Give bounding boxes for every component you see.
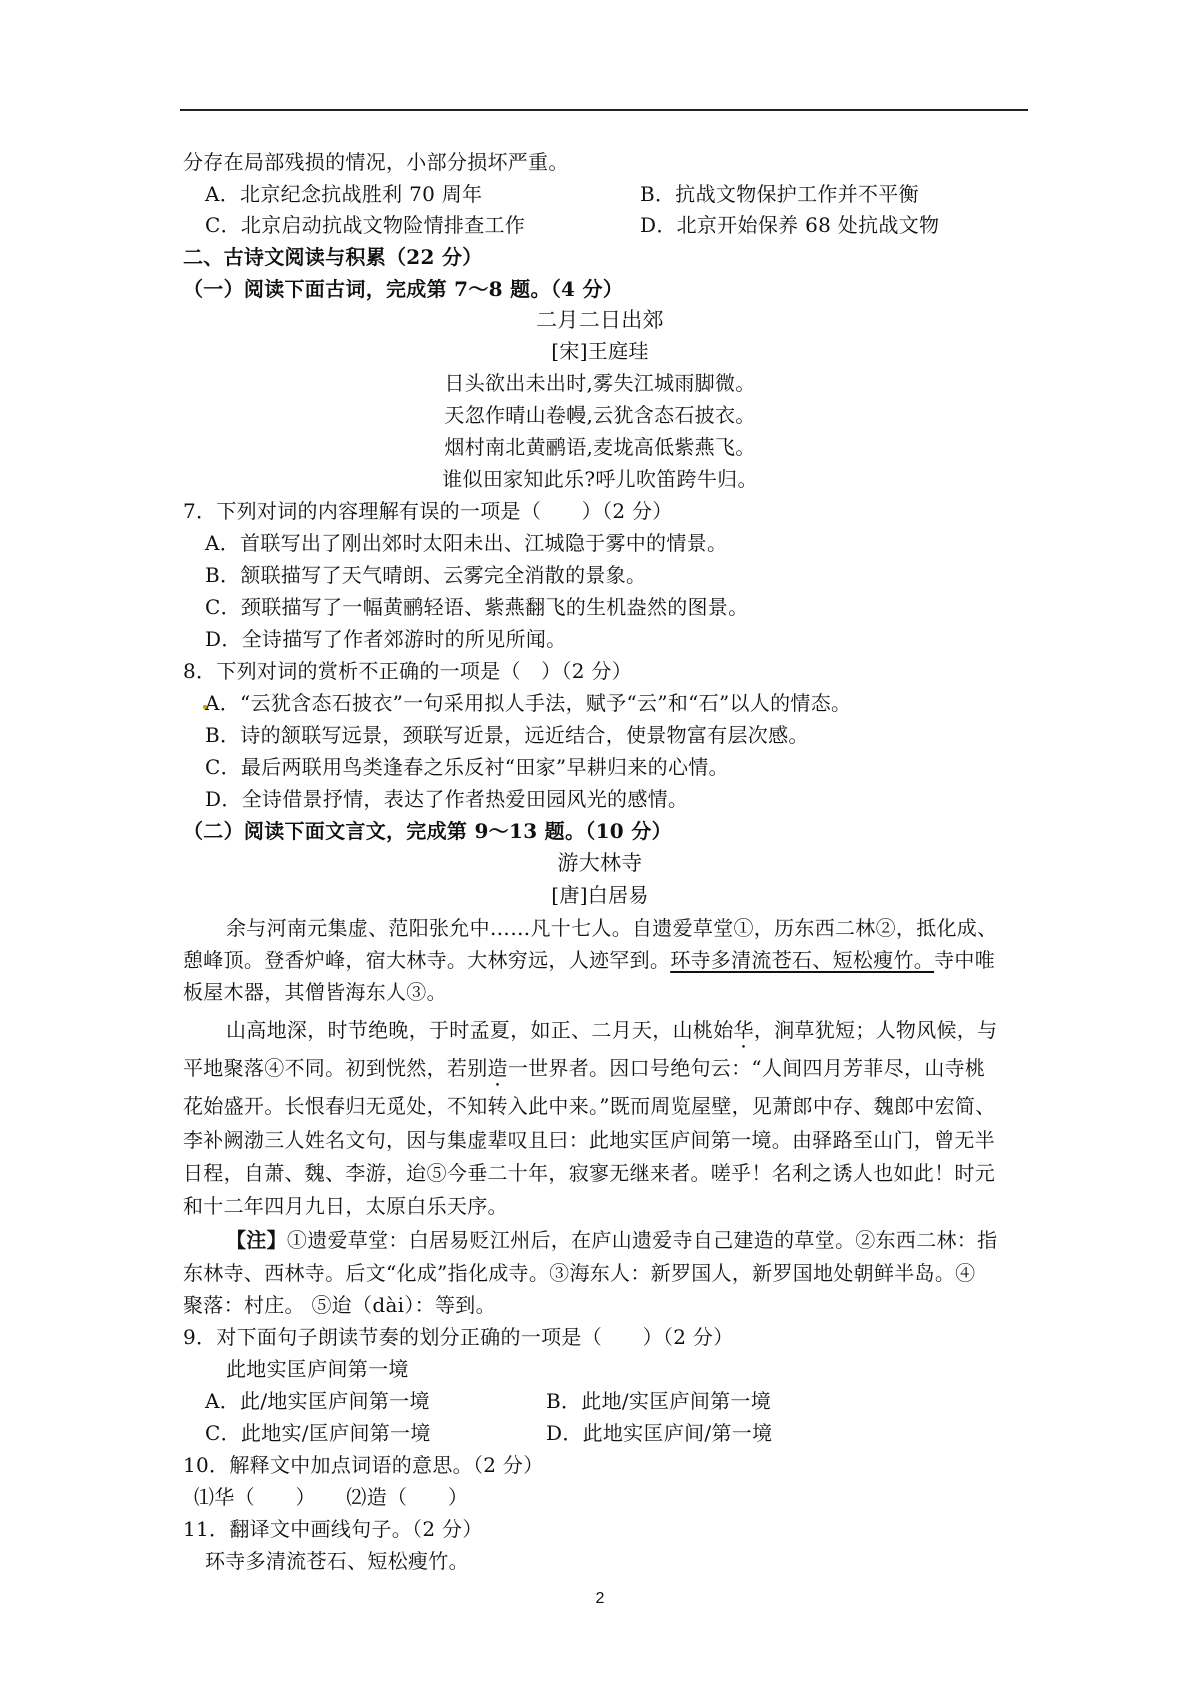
poem-author: [宋]王庭珪 xyxy=(551,339,649,363)
continued-line: 分存在局部残损的情况，小部分损坏严重。 xyxy=(183,150,569,174)
prose-line: 李补阙渤三人姓名文句，因与集虚辈叹且曰：此地实匡庐间第一境。由驿路至山门，曾无半 xyxy=(183,1128,995,1152)
prose-title: 游大林寺 xyxy=(557,851,643,875)
part2-heading: （二）阅读下面文言文，完成第 9～13 题。（10 分） xyxy=(183,819,672,843)
poem-line: 天忽作晴山卷幔,云犹含态石披衣。 xyxy=(444,403,756,427)
dotted-word-hua: 华 xyxy=(733,1018,754,1042)
q7-option-d: D．全诗描写了作者郊游时的所见所闻。 xyxy=(205,627,567,651)
prose-line: 板屋木器，其僧皆海东人③。 xyxy=(183,980,447,1004)
section-heading: 二、古诗文阅读与积累（22 分） xyxy=(183,245,483,269)
option-d: D．北京开始保养 68 处抗战文物 xyxy=(640,213,940,237)
poem-line: 日头欲出未出时,雾失江城雨脚微。 xyxy=(444,371,756,395)
question-9-stem: 9．对下面句子朗读节奏的划分正确的一项是（ ）（2 分） xyxy=(183,1325,734,1349)
note-line: 【注】①遗爱草堂：白居易贬江州后，在庐山遗爱寺自己建造的草堂。②东西二林：指 xyxy=(226,1228,998,1252)
question-11-stem: 11．翻译文中画线句子。（2 分） xyxy=(183,1517,483,1541)
question-7-stem: 7．下列对词的内容理解有误的一项是（ ）（2 分） xyxy=(183,499,673,523)
header-rule xyxy=(180,109,1028,111)
prose-line: 平地聚落④不同。初到恍然，若别造一世界者。因口号绝句云：“人间四月芳菲尽，山寺桃 xyxy=(183,1056,986,1080)
q8-option-c: C．最后两联用鸟类逢春之乐反衬“田家”早耕归来的心情。 xyxy=(205,755,729,779)
prose-line: 和十二年四月九日，太原白乐天序。 xyxy=(183,1194,508,1218)
prose-author: [唐]白居易 xyxy=(551,883,649,907)
q10-items: ⑴华（ ） ⑵造（ ） xyxy=(194,1485,469,1509)
poem-title: 二月二日出郊 xyxy=(536,308,664,332)
option-a: A．北京纪念抗战胜利 70 周年 xyxy=(205,182,483,206)
prose-line: 山高地深，时节绝晚，于时孟夏，如正、二月天，山桃始华，涧草犹短；人物风候，与 xyxy=(226,1018,998,1042)
prose-line: 花始盛开。长恨春归无觅处，不知转入此中来。”既而周览屋壁，见萧郎中存、魏郎中宏简、 xyxy=(183,1094,996,1118)
q8-option-b: B．诗的颔联写远景，颈联写近景，远近结合，使景物富有层次感。 xyxy=(205,723,809,747)
page-number: 2 xyxy=(595,1590,605,1607)
q7-option-a: A．首联写出了刚出郊时太阳未出、江城隐于雾中的情景。 xyxy=(205,531,728,555)
q9-sentence: 此地实匡庐间第一境 xyxy=(226,1357,409,1381)
q9-option-d: D．此地实匡庐间/第一境 xyxy=(546,1421,773,1445)
dotted-word-zao: 造 xyxy=(487,1056,508,1080)
poem-line: 谁似田家知此乐?呼儿吹笛跨牛归。 xyxy=(442,467,758,491)
option-c: C．北京启动抗战文物险情排查工作 xyxy=(205,213,526,237)
q11-sentence: 环寺多清流苍石、短松瘦竹。 xyxy=(205,1549,469,1573)
part1-heading: （一）阅读下面古词，完成第 7～8 题。（4 分） xyxy=(183,277,624,301)
q9-option-b: B．此地/实匡庐间第一境 xyxy=(546,1389,772,1413)
q8-option-a: A．“云犹含态石披衣”一句采用拟人手法，赋予“云”和“石”以人的情态。 xyxy=(205,691,852,715)
note-label: 【注】 xyxy=(226,1228,287,1252)
q9-option-a: A．此/地实匡庐间第一境 xyxy=(205,1389,430,1413)
note-line: 东林寺、西林寺。后文“化成”指化成寺。③海东人：新罗国人，新罗国地处朝鲜半岛。④ xyxy=(183,1261,976,1285)
prose-line: 憩峰顶。登香炉峰，宿大林寺。大林穷远，人迹罕到。环寺多清流苍石、短松瘦竹。寺中唯 xyxy=(183,948,996,972)
note-line: 聚落：村庄。 ⑤迨（dài）：等到。 xyxy=(183,1293,496,1317)
q9-option-c: C．此地实/匡庐间第一境 xyxy=(205,1421,431,1445)
question-8-stem: 8．下列对词的赏析不正确的一项是（ ）（2 分） xyxy=(183,659,633,683)
underlined-sentence: 环寺多清流苍石、短松瘦竹。 xyxy=(670,948,935,972)
option-b: B．抗战文物保护工作并不平衡 xyxy=(640,182,919,206)
question-10-stem: 10．解释文中加点词语的意思。（2 分） xyxy=(183,1453,544,1477)
q7-option-c: C．颈联描写了一幅黄鹂轻语、紫燕翻飞的生机盎然的图景。 xyxy=(205,595,749,619)
prose-line: 日程，自萧、魏、李游，迨⑤今垂二十年，寂寥无继来者。嗟乎！名利之诱人也如此！时元 xyxy=(183,1161,995,1185)
q7-option-b: B．颔联描写了天气晴朗、云雾完全消散的景象。 xyxy=(205,563,647,587)
prose-line: 余与河南元集虚、范阳张允中……凡十七人。自遗爱草堂①，历东西二林②，抵化成、 xyxy=(226,916,998,940)
q8-option-d: D．全诗借景抒情，表达了作者热爱田园风光的感情。 xyxy=(205,787,689,811)
poem-line: 烟村南北黄鹂语,麦垅高低紫燕飞。 xyxy=(444,435,756,459)
